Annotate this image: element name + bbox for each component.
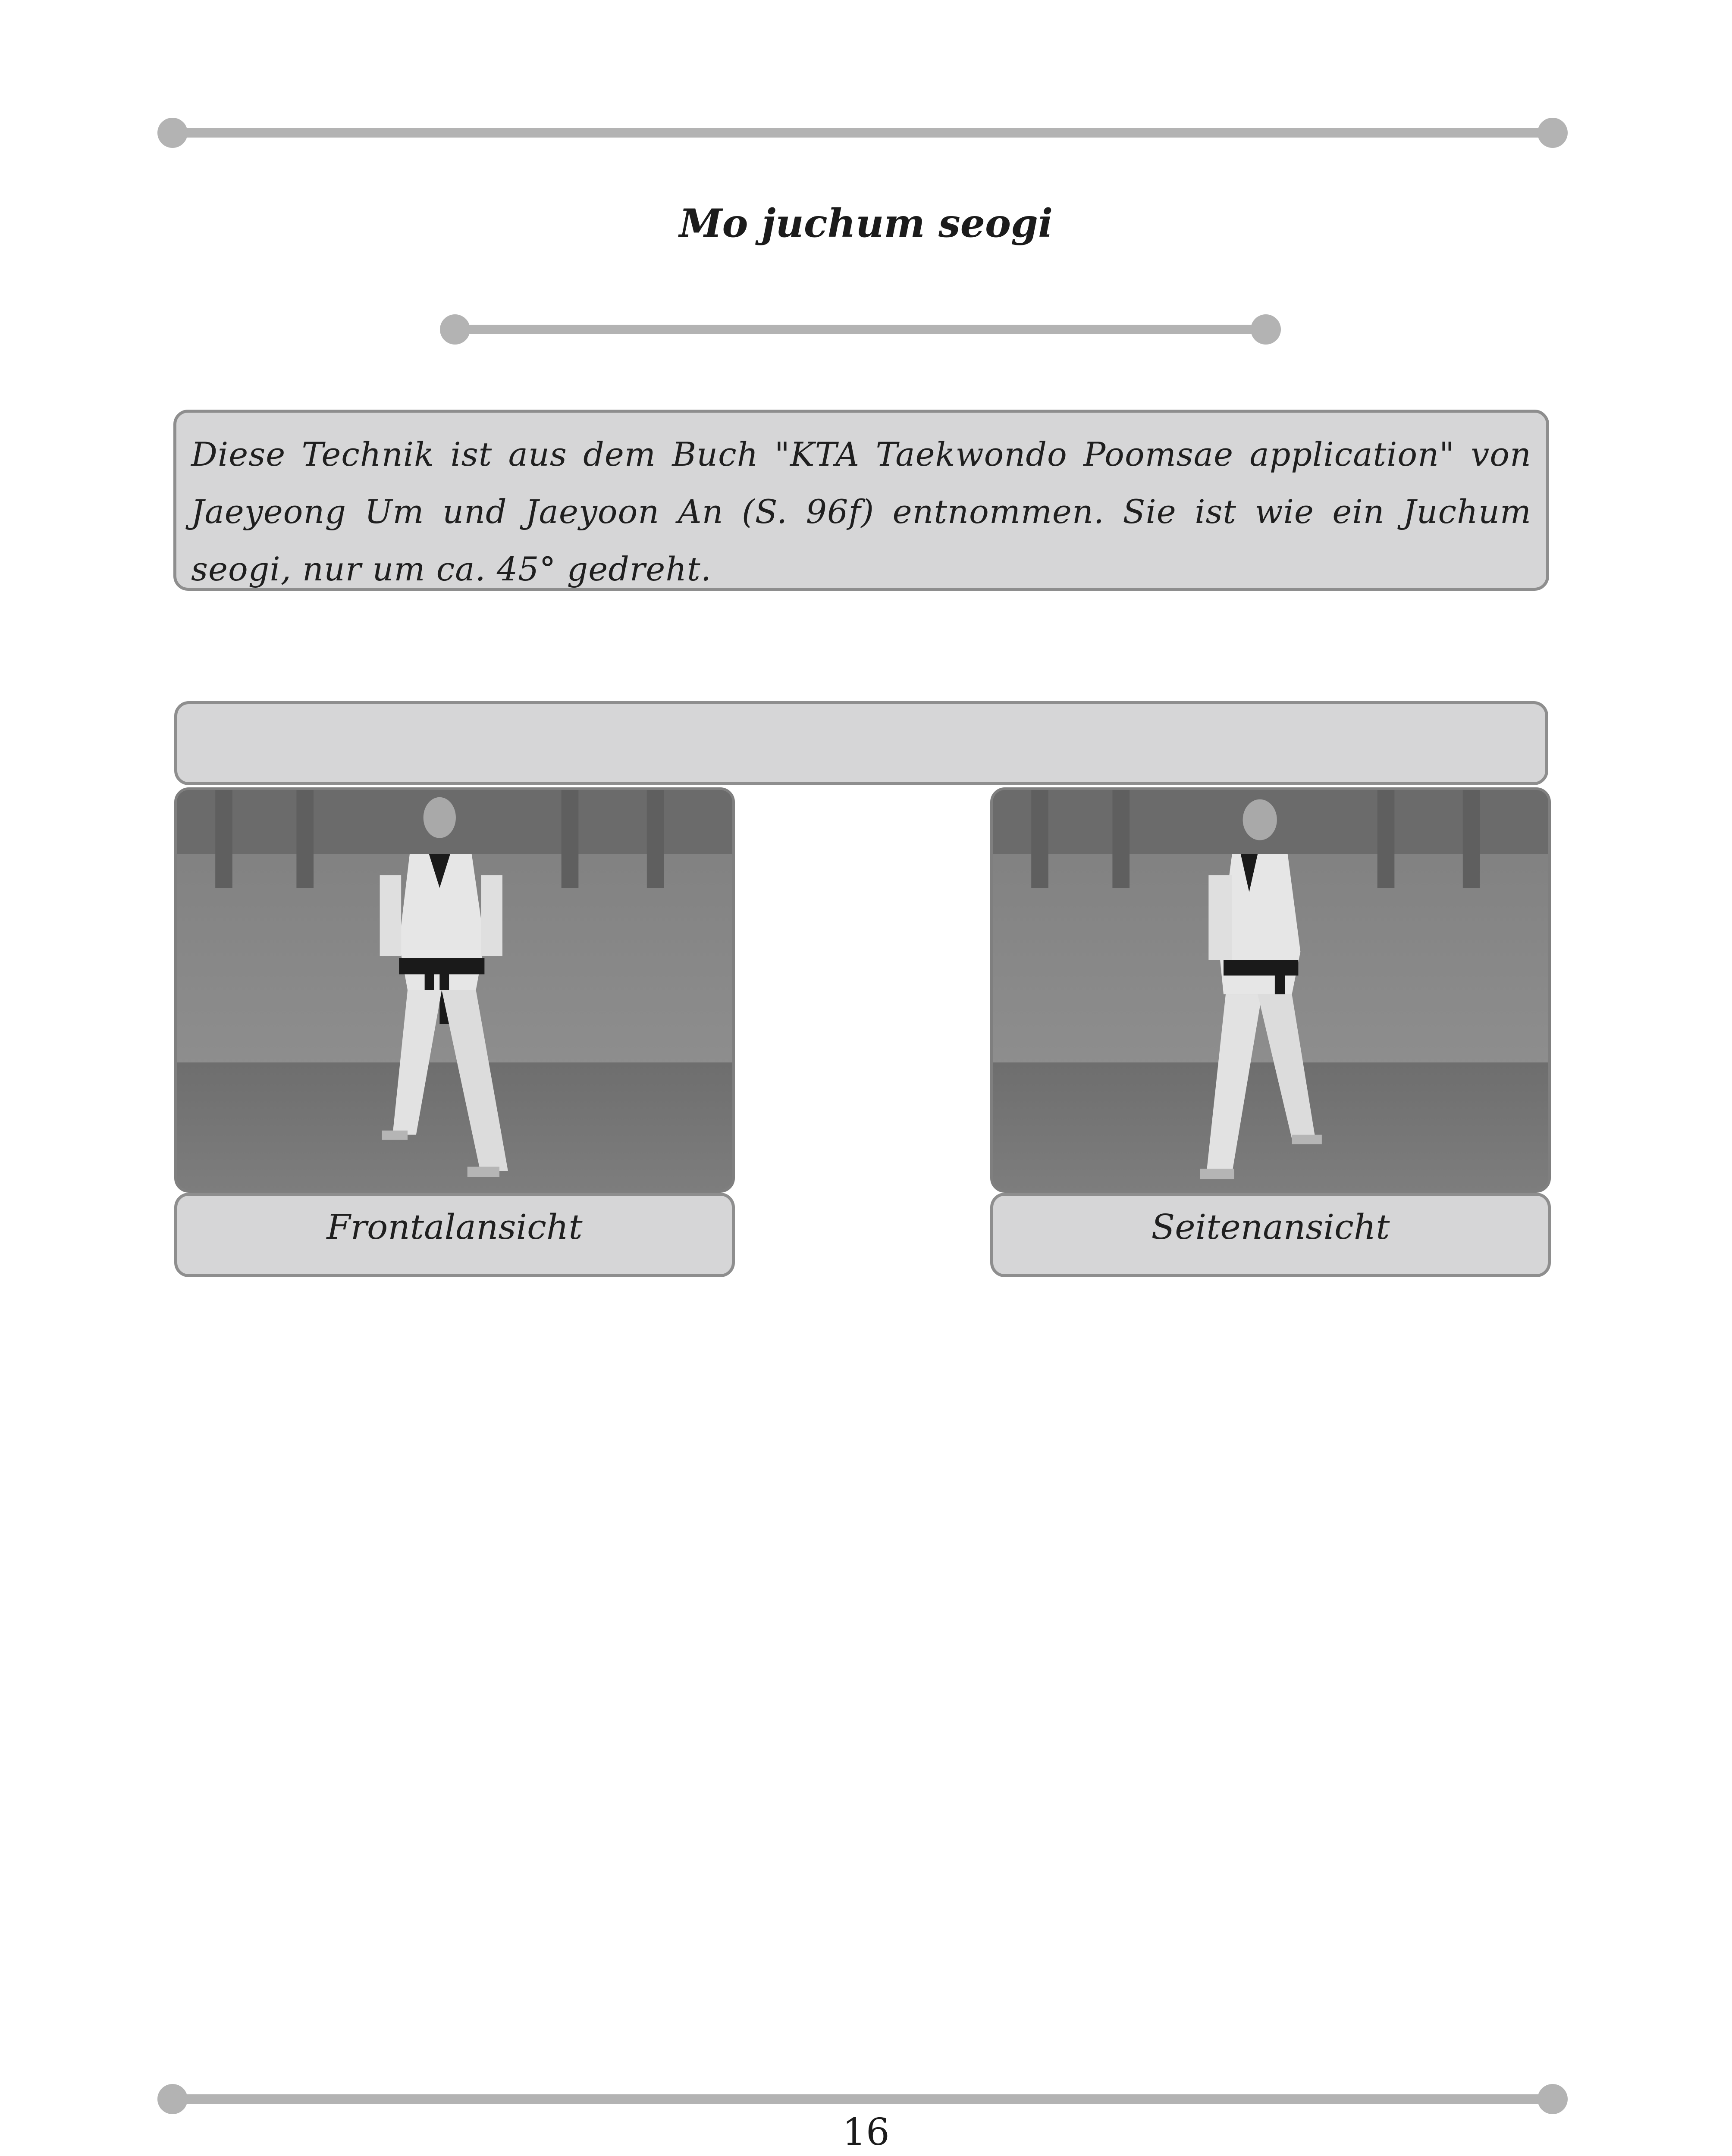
divider-end-dot — [1537, 2084, 1568, 2114]
divider-end-dot — [440, 314, 470, 345]
top-divider — [173, 128, 1553, 138]
photo-front-view — [174, 787, 735, 1193]
source-note-box — [173, 410, 1549, 591]
photo-side-view-image — [993, 790, 1548, 1190]
photo-side-view — [990, 787, 1551, 1193]
figure-caption-front: Frontalansicht — [174, 1193, 735, 1277]
divider-end-dot — [157, 2084, 188, 2114]
page-number: 16 — [842, 2111, 890, 2154]
bottom-divider — [173, 2094, 1553, 2104]
figure-header-bar — [174, 701, 1548, 785]
figure-caption-side: Seitenansicht — [990, 1193, 1551, 1277]
divider-end-dot — [157, 118, 188, 148]
page-title: Mo juchum seogi — [679, 201, 1053, 246]
source-note-text: Diese Technik ist aus dem Buch "KTA Taekwondo Poomsae application" von Jaeyeong Um und Jaeyoon An (S. 96f) entnommen. Sie ist wie ein Juchum seogi, nur um ca. 45° gedreht. — [191, 435, 1531, 588]
title-divider — [455, 325, 1266, 334]
divider-end-dot — [1537, 118, 1568, 148]
photo-front-view-image — [177, 790, 732, 1190]
divider-end-dot — [1251, 314, 1281, 345]
